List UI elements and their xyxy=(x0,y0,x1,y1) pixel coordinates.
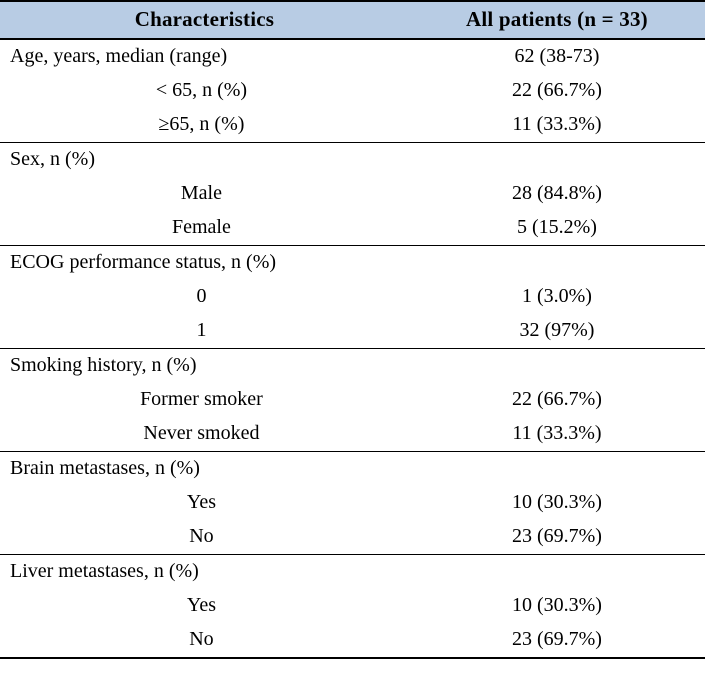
row-label: No xyxy=(189,525,214,548)
row-value: 23 (69.7%) xyxy=(409,623,705,658)
row-label: Never smoked xyxy=(143,422,260,445)
row-value xyxy=(409,452,705,487)
table-row xyxy=(0,280,705,314)
row-label: Yes xyxy=(186,594,216,617)
table-row xyxy=(0,452,705,487)
row-value xyxy=(409,143,705,178)
row-label: Male xyxy=(180,182,222,205)
column-header-characteristics: Characteristics xyxy=(0,1,409,39)
row-value: 1 (3.0%) xyxy=(521,285,592,308)
row-label: Former smoker xyxy=(140,388,263,411)
row-value: 28 (84.8%) xyxy=(511,182,602,205)
row-value: 10 (30.3%) xyxy=(511,491,602,514)
row-value xyxy=(409,555,705,590)
row-label: Age, years, median (range) xyxy=(10,45,228,68)
row-label: Sex, n (%) xyxy=(0,143,409,178)
row-label: 1 xyxy=(196,319,207,342)
row-label: < 65, n (%) xyxy=(155,79,248,102)
row-label: Female xyxy=(172,216,231,239)
table-row xyxy=(0,314,705,349)
row-value xyxy=(409,349,705,384)
row-value: 11 (33.3%) xyxy=(512,113,602,136)
table-row xyxy=(0,246,705,281)
row-label: No xyxy=(0,623,409,658)
row-label: Yes xyxy=(186,491,216,514)
table-row xyxy=(0,486,705,520)
row-label: Smoking history, n (%) xyxy=(0,349,409,384)
row-label: ECOG performance status, n (%) xyxy=(0,246,409,281)
table-row xyxy=(0,383,705,417)
table-row xyxy=(0,417,705,452)
row-value: 62 (38-73) xyxy=(514,45,600,68)
row-value: 32 (97%) xyxy=(519,319,595,342)
row-value xyxy=(409,246,705,281)
row-value: 11 (33.3%) xyxy=(512,422,602,445)
table-row xyxy=(0,589,705,623)
row-value: 10 (30.3%) xyxy=(511,594,602,617)
table-row xyxy=(0,74,705,108)
table-row xyxy=(0,177,705,211)
table-row xyxy=(0,623,705,658)
row-value: 5 (15.2%) xyxy=(516,216,597,239)
row-value: 22 (66.7%) xyxy=(511,388,602,411)
table-row xyxy=(0,211,705,246)
table-row xyxy=(0,520,705,555)
table-row xyxy=(0,349,705,384)
table-row xyxy=(0,108,705,143)
row-value: 22 (66.7%) xyxy=(511,79,602,102)
row-label: Brain metastases, n (%) xyxy=(0,452,409,487)
row-value: 23 (69.7%) xyxy=(511,525,602,548)
row-label: ≥65, n (%) xyxy=(158,113,245,136)
row-label: 0 xyxy=(196,285,207,308)
column-header-all-patients: All patients (n = 33) xyxy=(409,1,705,39)
row-label: Liver metastases, n (%) xyxy=(0,555,409,590)
table-body xyxy=(0,39,705,658)
table-row xyxy=(0,555,705,590)
table-header xyxy=(0,1,705,39)
table-row xyxy=(0,39,705,74)
table-row xyxy=(0,143,705,178)
table-header-row xyxy=(0,1,705,39)
